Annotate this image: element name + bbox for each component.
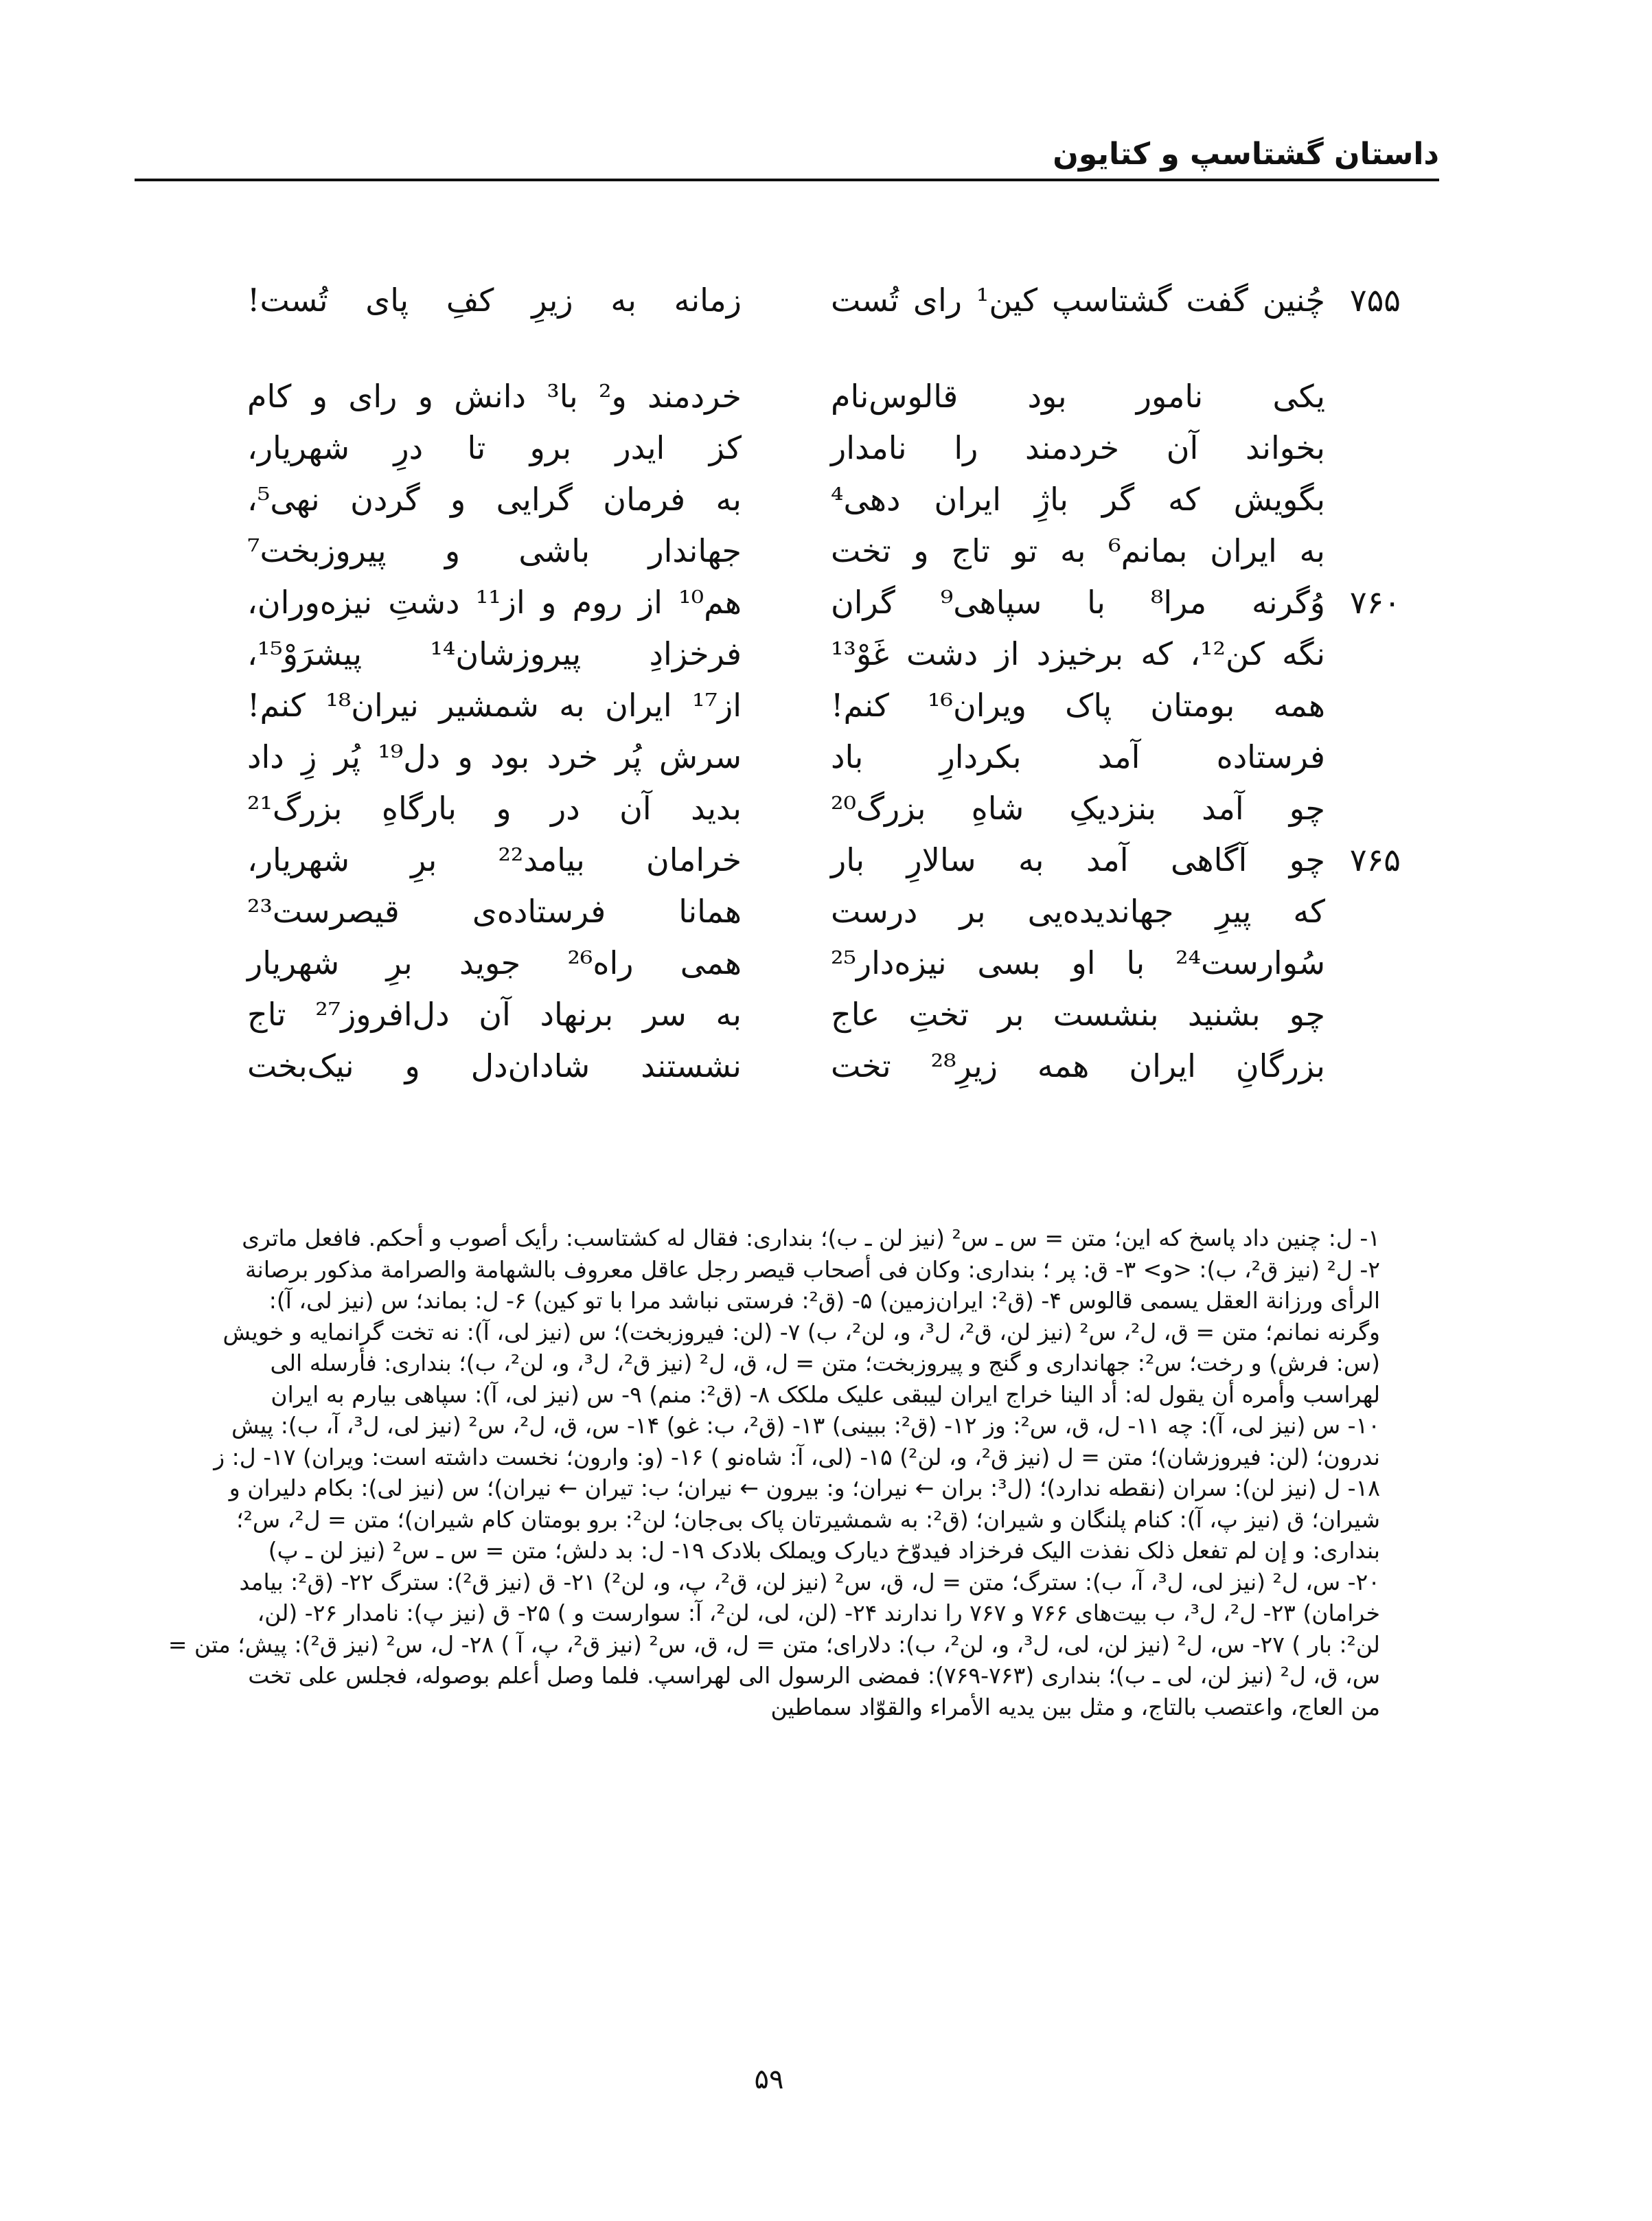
verse-number: ۷۶۵ xyxy=(1349,841,1401,878)
couplet xyxy=(227,790,1401,841)
couplet xyxy=(227,893,1401,944)
hemistich-right: چو آمد بنزدیکِ شاهِ بزرگ²⁰ xyxy=(831,790,1325,827)
couplet xyxy=(227,429,1401,481)
hemistich-right: همه بومتان پاک ویران¹⁶ کنم! xyxy=(831,687,1325,724)
footnote-line: ۱۰- س (نیز لی، آ): چه ۱۱- ل، ق، س²: وز ۱۲- (ق²: ببینی) ۱۳- (ق²، ب: غو) ۱۴- س، ق، ل²، س² (نیز لی، ل³، آ، ب): پیش xyxy=(231,1412,1380,1439)
footnote-line: لهراسب وأمره أن یقول له: أد الینا خراج ایران لیبقی علیک ملکک ۸- (ق²: منم) ۹- س (نیز لی، آ): سپاهی بیارم به ایران xyxy=(271,1380,1380,1408)
footnote-line: الرأی ورزانة العقل یسمی قالوس ۴- (ق²: ایران‌زمین) ۵- (ق²: فرستی نباشد مرا با تو کین) ۶- ل: بماند؛ س (نیز لی، آ): xyxy=(268,1287,1380,1314)
footnote-line: ۲۰- س، ل² (نیز لی، ل³، آ، ب): سترگ؛ متن = ل، ق، س² (نیز لن، ق²، پ، و، لن²) ۲۱- ق (نیز ق²): سترگ ۲۲- (ق²: بیامد xyxy=(239,1568,1380,1595)
hemistich-left: سرش پُر خرد بود و دل¹⁹ پُر زِ داد xyxy=(247,738,742,775)
hemistich-right: چُنین گفت گشتاسپ کین¹ رای تُست xyxy=(831,282,1325,319)
hemistich-left: زمانه به زیرِ کفِ پای تُست! xyxy=(247,282,742,319)
hemistich-right: سُوارست²⁴ با او بسی نیزه‌دار²⁵ xyxy=(831,944,1325,981)
hemistich-left: کز ایدر برو تا درِ شهریار، xyxy=(247,429,742,466)
hemistich-right: چو آگاهی آمد به سالارِ بار xyxy=(831,841,1325,878)
hemistich-right: بگویش که گر باژِ ایران دهی⁴ xyxy=(831,481,1325,518)
couplet xyxy=(227,584,1401,635)
couplet xyxy=(227,1047,1401,1099)
hemistich-right: وُگرنه مرا⁸ با سپاهی⁹ گران xyxy=(831,584,1325,621)
running-header xyxy=(135,124,1439,181)
hemistich-right: یکی نامور بود قالوس‌نام xyxy=(831,378,1325,415)
hemistich-left: هم¹⁰ از روم و از¹¹ دشتِ نیزه‌وران، xyxy=(247,584,742,621)
hemistich-right: بخواند آن خردمند را نامدار xyxy=(831,429,1325,466)
footnote-line: من العاج، واعتصب بالتاج، و مثل بین یدیه الأمراء والقوّاد سماطین xyxy=(770,1693,1380,1720)
footnote-line: (س: فرش) و رخت؛ س²: جهانداری و گنج و پیروزبخت؛ متن = ل، ق، ل² (نیز ق²، ل³، و، لن²، ب)؛ بنداری: فأرسله الی xyxy=(270,1349,1380,1376)
hemistich-left: همانا فرستاده‌ی قیصرست²³ xyxy=(247,893,742,930)
hemistich-left: از¹⁷ ایران به شمشیر نیران¹⁸ کنم! xyxy=(247,687,742,724)
footnote-line: وگرنه نمانم؛ متن = ق، ل²، س² (نیز لن، ق²، ل³، و، لن²، ب) ۷- (لن: فیروزبخت)؛ س (نیز لی، آ): نه تخت گرانمایه و خویش xyxy=(222,1318,1380,1345)
footnote-line: بنداری: و إن لم تفعل ذلک نفذت الیک فرخزاد فیدوّخ دیارک ویملک بلادک ۱۹- ل: بد دلش؛ متن = س ـ س² (نیز لن ـ پ) xyxy=(268,1537,1380,1564)
running-header-title: داستان گشتاسپ و کتایون xyxy=(1053,137,1439,172)
footnote-line: ۱- ل: چنین داد پاسخ که این؛ متن = س ـ س² (نیز لن ـ ب)؛ بنداری: فقال له کشتاسب: رأیک أصوب و أحکم. فافعل ماتری xyxy=(242,1225,1380,1251)
footnote-line: خرامان) ۲۳- ل²، ل³، ب بیت‌های ۷۶۶ و ۷۶۷ را ندارند ۲۴- (لن، لی، لن²، آ: سوارست و ) ۲۵- ق (نیز پ): نامدار ۲۶- (لن، xyxy=(257,1599,1380,1626)
footnote-line: ۱۸- ل (نیز لن): سران (نقطه ندارد)؛ (ل³: بران ← نیران؛ و: بیرون ← نیران؛ ب: تیران ← نیران)؛ س (نیز لی): بکام دلیران و xyxy=(229,1474,1380,1501)
hemistich-right: چو بشنید بنشست بر تختِ عاج xyxy=(831,996,1325,1033)
hemistich-left: به فرمان گرایی و گردن نهی⁵، xyxy=(247,481,742,518)
couplet xyxy=(227,532,1401,584)
couplet xyxy=(227,378,1401,429)
hemistich-right: فرستاده آمد بکردارِ باد xyxy=(831,738,1325,775)
hemistich-left: نشستند شادان‌دل و نیک‌بخت xyxy=(247,1047,742,1084)
couplet xyxy=(227,687,1401,738)
couplet xyxy=(227,738,1401,790)
couplet xyxy=(227,635,1401,687)
hemistich-left: همی راه²⁶ جوید برِ شهریار xyxy=(247,944,742,981)
hemistich-left: به سر برنهاد آن دل‌افروز²⁷ تاج xyxy=(247,996,742,1033)
hemistich-right: بزرگانِ ایران همه زیرِ²⁸ تخت xyxy=(831,1047,1325,1084)
footnote-line: ۲- ل² (نیز ق²، ب): <و> ۳- ق: پر ؛ بنداری: وکان فی أصحاب قیصر رجل عاقل معروف بالشهامة والصرامة مذکور برصانة xyxy=(244,1255,1380,1283)
hemistich-right: نگه کن¹²، که برخیزد از دشت غَوْ¹³ xyxy=(831,635,1325,672)
hemistich-left: خردمند و² با³ دانش و رای و کام xyxy=(247,378,742,415)
footnote-line: لن²: بار ) ۲۷- س، ل² (نیز لن، لی، ل³، و، لن²، ب): دلارای؛ متن = ل، ق، س² (نیز ق²، پ، آ ) ۲۸- ل، س² (نیز ق²): پیش؛ متن = xyxy=(168,1630,1380,1658)
couplet xyxy=(227,282,1401,378)
hemistich-right: که پیرِ جهاندیده‌یی بر درست xyxy=(831,893,1325,930)
couplet xyxy=(227,481,1401,532)
verse-block xyxy=(227,282,1401,1099)
page-number: ۵۹ xyxy=(754,2064,784,2095)
hemistich-left: خرامان بیامد²² برِ شهریار، xyxy=(247,841,742,878)
hemistich-left: فرخزادِ پیروزشان¹⁴ پیشرَوْ¹⁵، xyxy=(247,635,742,672)
footnotes xyxy=(137,1222,1380,1722)
hemistich-left: بدید آن در و بارگاهِ بزرگ²¹ xyxy=(247,790,742,827)
footnote-line: ندرون؛ (لن: فیروزشان)؛ متن = ل (نیز ق²، و، لن²) ۱۵- (لی، آ: شاه‌نو ) ۱۶- (و: وارون؛ نخست داشته است: ویران) ۱۷- ل: ز xyxy=(214,1443,1380,1470)
couplet xyxy=(227,996,1401,1047)
verse-number: ۷۶۰ xyxy=(1349,584,1401,621)
footnote-line: س، ق، ل² (نیز لن، لی ـ ب)؛ بنداری (۷۶۳-۷۶۹): فمضی الرسول الی لهراسپ. فلما وصل أعلم بوصوله، فجلس علی تخت xyxy=(248,1662,1380,1689)
hemistich-left: جهاندار باشی و پیروزبخت⁷ xyxy=(247,532,742,569)
verse-number: ۷۵۵ xyxy=(1349,282,1401,319)
hemistich-right: به ایران بمانم⁶ به تو تاج و تخت xyxy=(831,532,1325,569)
footnote-line: شیران؛ ق (نیز پ، آ): کنام پلنگان و شیران؛ (ق²: به شمشیرتان پاک بی‌جان؛ لن²: برو بومتان کام شیران)؛ متن = ل²، س²؛ xyxy=(236,1505,1380,1533)
couplet xyxy=(227,841,1401,893)
couplet xyxy=(227,944,1401,996)
